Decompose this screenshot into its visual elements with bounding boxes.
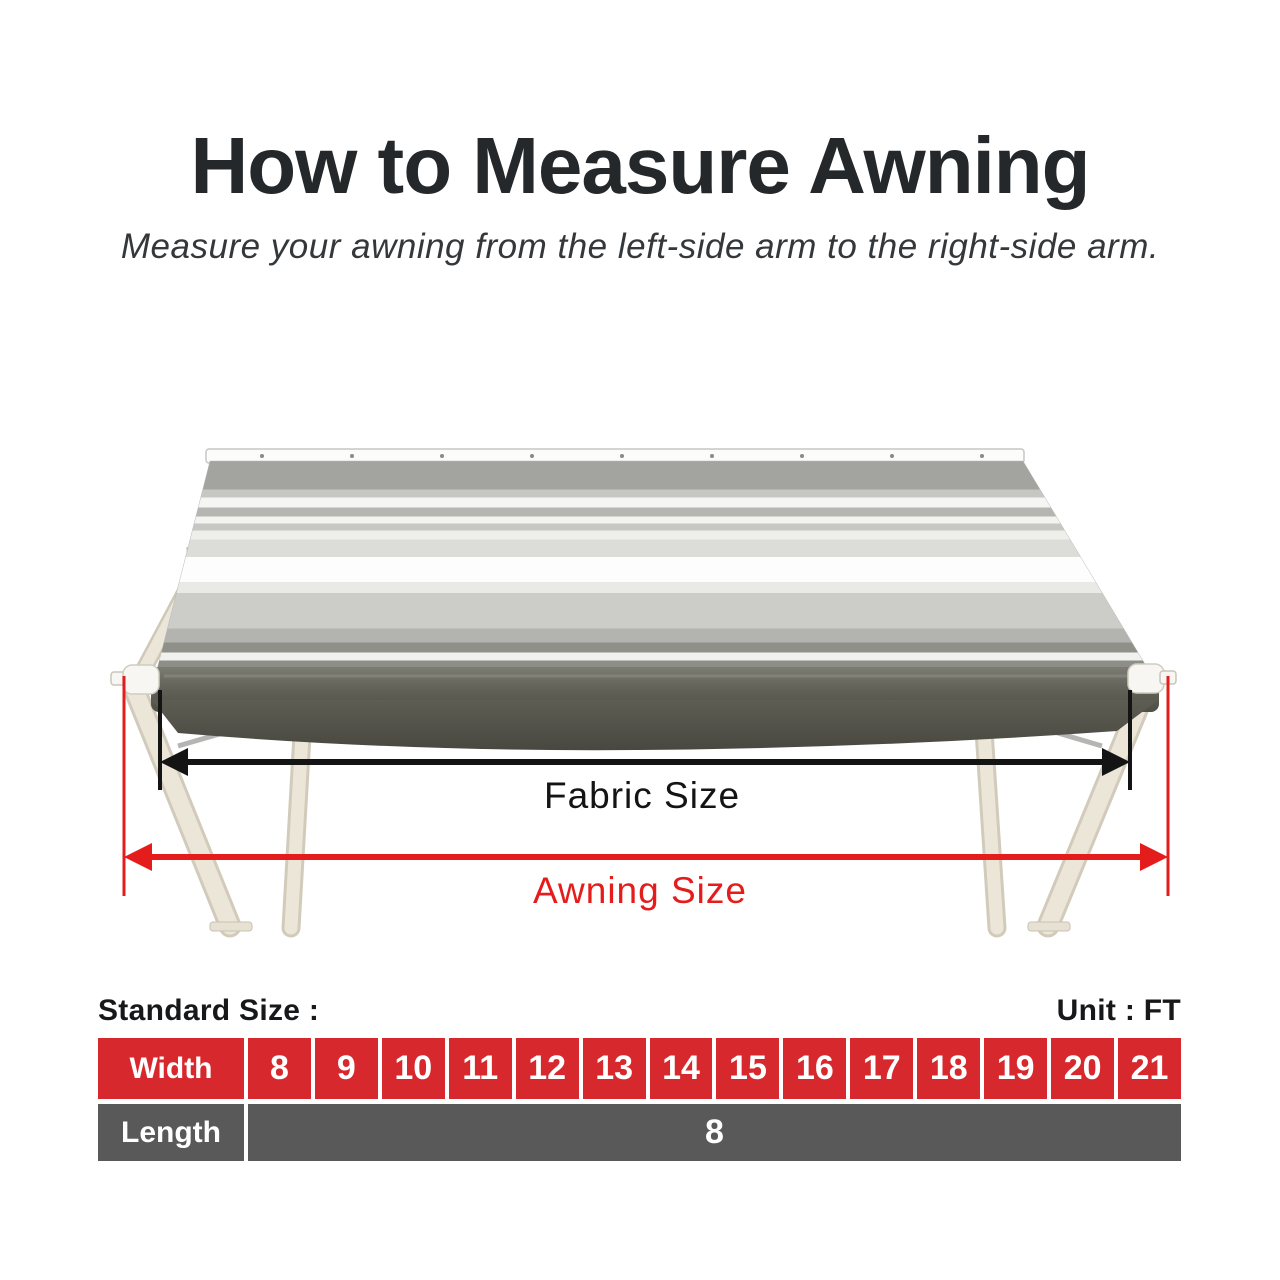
awning-size-label: Awning Size: [533, 870, 747, 911]
left-end-cap: [111, 665, 159, 694]
width-value: 19: [984, 1038, 1047, 1099]
page-subtitle: Measure your awning from the left-side arm to the right-side arm.: [120, 227, 1160, 266]
width-value: 9: [315, 1038, 378, 1099]
width-value: 12: [516, 1038, 579, 1099]
page-title: How to Measure Awning: [190, 121, 1090, 210]
width-row-header: Width: [98, 1038, 244, 1099]
length-row: [98, 1104, 1181, 1161]
table-caption: [98, 994, 1181, 1028]
width-value: 13: [583, 1038, 646, 1099]
width-value: 15: [716, 1038, 779, 1099]
width-value: 18: [917, 1038, 980, 1099]
length-value: 8: [248, 1104, 1181, 1161]
width-value: 20: [1051, 1038, 1114, 1099]
standard-size-caption: Standard Size :: [98, 994, 320, 1027]
width-row: [98, 1038, 1181, 1099]
width-value: 8: [248, 1038, 311, 1099]
awning-fabric: [152, 461, 1160, 689]
width-value: 14: [650, 1038, 713, 1099]
width-value: 16: [783, 1038, 846, 1099]
width-value: 17: [850, 1038, 913, 1099]
width-value: 11: [449, 1038, 512, 1099]
unit-caption: Unit : FT: [1056, 994, 1181, 1027]
fabric-size-label: Fabric Size: [543, 775, 741, 816]
length-row-header: Length: [98, 1104, 244, 1161]
standard-size-table: [98, 994, 1181, 1161]
width-value: 21: [1118, 1038, 1181, 1099]
width-value: 10: [382, 1038, 445, 1099]
